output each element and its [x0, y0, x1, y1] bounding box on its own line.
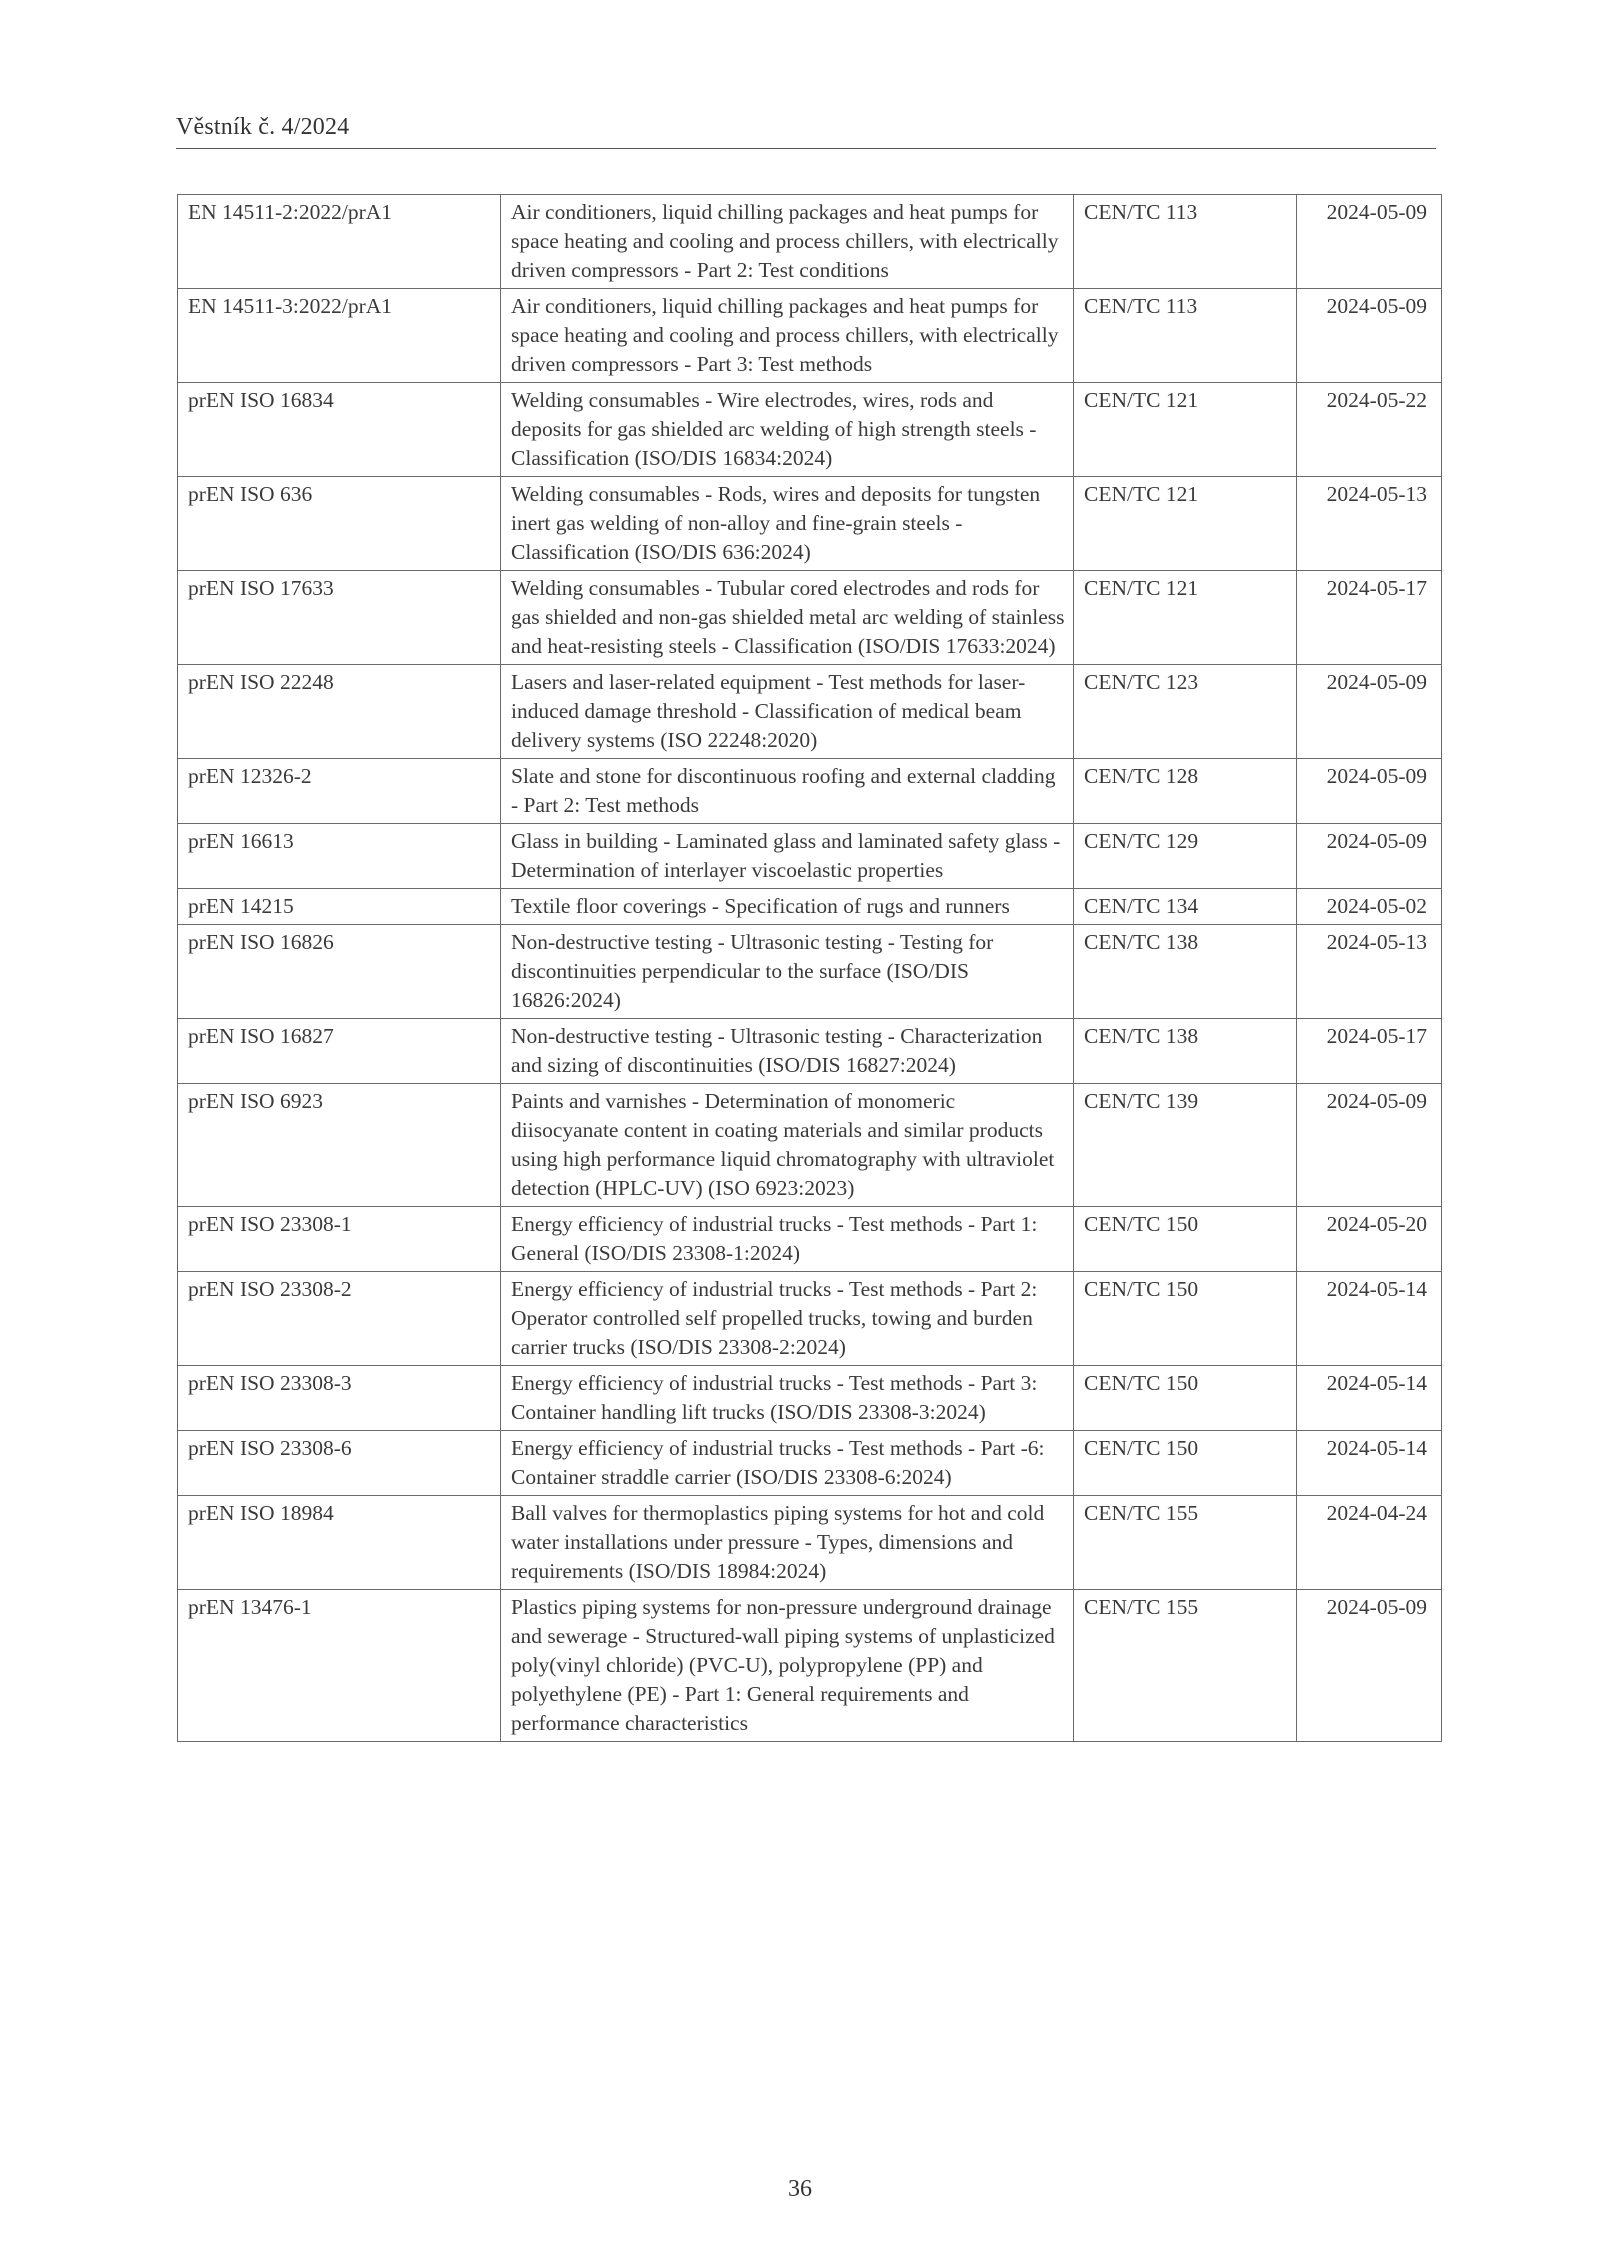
standard-title: Non-destructive testing - Ultrasonic testing - Testing for discontinuities perpendicular to the surface (ISO/DIS 16826:2024)	[501, 925, 1074, 1019]
standard-title: Air conditioners, liquid chilling packages and heat pumps for space heating and cooling and process chillers, with electrically driven compressors - Part 3: Test methods	[501, 289, 1074, 383]
table-row	[178, 195, 1442, 289]
standard-title: Textile floor coverings - Specification of rugs and runners	[501, 889, 1074, 925]
standard-designation: prEN 12326-2	[178, 759, 501, 824]
technical-committee: CEN/TC 128	[1074, 759, 1297, 824]
standard-title: Slate and stone for discontinuous roofing and external cladding - Part 2: Test methods	[501, 759, 1074, 824]
standards-table	[177, 194, 1442, 1742]
standard-title: Ball valves for thermoplastics piping systems for hot and cold water installations under pressure - Types, dimensions and requirements (ISO/DIS 18984:2024)	[501, 1496, 1074, 1590]
table-row	[178, 1496, 1442, 1590]
standards-table-body	[178, 195, 1442, 1742]
table-row	[178, 477, 1442, 571]
technical-committee: CEN/TC 121	[1074, 477, 1297, 571]
deadline-date: 2024-05-09	[1297, 1590, 1442, 1742]
standard-title: Energy efficiency of industrial trucks - Test methods - Part 3: Container handling lift trucks (ISO/DIS 23308-3:2024)	[501, 1366, 1074, 1431]
deadline-date: 2024-05-13	[1297, 925, 1442, 1019]
technical-committee: CEN/TC 138	[1074, 925, 1297, 1019]
deadline-date: 2024-05-17	[1297, 571, 1442, 665]
standard-title: Lasers and laser-related equipment - Test methods for laser-induced damage threshold - Classification of medical beam delivery systems (ISO 22248:2020)	[501, 665, 1074, 759]
table-row	[178, 1019, 1442, 1084]
standard-title: Non-destructive testing - Ultrasonic testing - Characterization and sizing of discontinuities (ISO/DIS 16827:2024)	[501, 1019, 1074, 1084]
standard-designation: prEN ISO 17633	[178, 571, 501, 665]
deadline-date: 2024-05-09	[1297, 759, 1442, 824]
standard-designation: prEN ISO 16827	[178, 1019, 501, 1084]
table-row	[178, 824, 1442, 889]
deadline-date: 2024-05-20	[1297, 1207, 1442, 1272]
technical-committee: CEN/TC 121	[1074, 571, 1297, 665]
standard-designation: prEN ISO 16834	[178, 383, 501, 477]
standard-title: Paints and varnishes - Determination of monomeric diisocyanate content in coating materials and similar products using high performance liquid chromatography with ultraviolet detection (HPLC-UV) (ISO 6923:2023)	[501, 1084, 1074, 1207]
deadline-date: 2024-05-09	[1297, 1084, 1442, 1207]
table-row	[178, 571, 1442, 665]
technical-committee: CEN/TC 150	[1074, 1366, 1297, 1431]
standard-designation: EN 14511-3:2022/prA1	[178, 289, 501, 383]
standard-designation: prEN ISO 22248	[178, 665, 501, 759]
table-row	[178, 289, 1442, 383]
standard-title: Air conditioners, liquid chilling packages and heat pumps for space heating and cooling and process chillers, with electrically driven compressors - Part 2: Test conditions	[501, 195, 1074, 289]
technical-committee: CEN/TC 113	[1074, 195, 1297, 289]
table-row	[178, 665, 1442, 759]
technical-committee: CEN/TC 129	[1074, 824, 1297, 889]
standard-title: Energy efficiency of industrial trucks - Test methods - Part 2: Operator controlled self propelled trucks, towing and burden carrier trucks (ISO/DIS 23308-2:2024)	[501, 1272, 1074, 1366]
table-row	[178, 1366, 1442, 1431]
standard-title: Welding consumables - Wire electrodes, wires, rods and deposits for gas shielded arc welding of high strength steels - Classification (ISO/DIS 16834:2024)	[501, 383, 1074, 477]
page-number: 36	[788, 2176, 812, 2202]
table-row	[178, 759, 1442, 824]
standard-title: Welding consumables - Tubular cored electrodes and rods for gas shielded and non-gas shielded metal arc welding of stainless and heat-resisting steels - Classification (ISO/DIS 17633:2024)	[501, 571, 1074, 665]
standard-designation: prEN ISO 16826	[178, 925, 501, 1019]
deadline-date: 2024-05-17	[1297, 1019, 1442, 1084]
standard-designation: prEN ISO 23308-6	[178, 1431, 501, 1496]
table-row	[178, 383, 1442, 477]
deadline-date: 2024-05-09	[1297, 289, 1442, 383]
deadline-date: 2024-05-22	[1297, 383, 1442, 477]
standard-designation: prEN ISO 23308-1	[178, 1207, 501, 1272]
technical-committee: CEN/TC 123	[1074, 665, 1297, 759]
page-header	[176, 112, 1436, 149]
deadline-date: 2024-05-09	[1297, 824, 1442, 889]
standard-title: Energy efficiency of industrial trucks - Test methods - Part 1: General (ISO/DIS 23308-1:2024)	[501, 1207, 1074, 1272]
standard-designation: prEN ISO 636	[178, 477, 501, 571]
standard-title: Welding consumables - Rods, wires and deposits for tungsten inert gas welding of non-alloy and fine-grain steels - Classification (ISO/DIS 636:2024)	[501, 477, 1074, 571]
technical-committee: CEN/TC 150	[1074, 1207, 1297, 1272]
standard-designation: prEN ISO 23308-2	[178, 1272, 501, 1366]
table-row	[178, 1207, 1442, 1272]
deadline-date: 2024-05-14	[1297, 1431, 1442, 1496]
page-title: Věstník č. 4/2024	[176, 114, 350, 140]
table-row	[178, 1084, 1442, 1207]
technical-committee: CEN/TC 134	[1074, 889, 1297, 925]
table-row	[178, 1590, 1442, 1742]
technical-committee: CEN/TC 113	[1074, 289, 1297, 383]
table-row	[178, 925, 1442, 1019]
technical-committee: CEN/TC 138	[1074, 1019, 1297, 1084]
standard-designation: prEN ISO 18984	[178, 1496, 501, 1590]
technical-committee: CEN/TC 150	[1074, 1431, 1297, 1496]
technical-committee: CEN/TC 139	[1074, 1084, 1297, 1207]
technical-committee: CEN/TC 121	[1074, 383, 1297, 477]
deadline-date: 2024-04-24	[1297, 1496, 1442, 1590]
standard-title: Energy efficiency of industrial trucks - Test methods - Part -6: Container straddle carrier (ISO/DIS 23308-6:2024)	[501, 1431, 1074, 1496]
technical-committee: CEN/TC 155	[1074, 1590, 1297, 1742]
deadline-date: 2024-05-09	[1297, 665, 1442, 759]
standard-title: Plastics piping systems for non-pressure underground drainage and sewerage - Structured-wall piping systems of unplasticized poly(vinyl chloride) (PVC-U), polypropylene (PP) and polyethylene (PE) - Part 1: General requirements and performance characteristics	[501, 1590, 1074, 1742]
deadline-date: 2024-05-13	[1297, 477, 1442, 571]
technical-committee: CEN/TC 150	[1074, 1272, 1297, 1366]
standard-designation: prEN 13476-1	[178, 1590, 501, 1742]
table-row	[178, 1272, 1442, 1366]
deadline-date: 2024-05-02	[1297, 889, 1442, 925]
standard-title: Glass in building - Laminated glass and laminated safety glass - Determination of interlayer viscoelastic properties	[501, 824, 1074, 889]
table-row	[178, 1431, 1442, 1496]
standard-designation: prEN ISO 23308-3	[178, 1366, 501, 1431]
standard-designation: prEN 16613	[178, 824, 501, 889]
standard-designation: prEN 14215	[178, 889, 501, 925]
technical-committee: CEN/TC 155	[1074, 1496, 1297, 1590]
deadline-date: 2024-05-09	[1297, 195, 1442, 289]
standard-designation: prEN ISO 6923	[178, 1084, 501, 1207]
deadline-date: 2024-05-14	[1297, 1272, 1442, 1366]
deadline-date: 2024-05-14	[1297, 1366, 1442, 1431]
standard-designation: EN 14511-2:2022/prA1	[178, 195, 501, 289]
table-row	[178, 889, 1442, 925]
